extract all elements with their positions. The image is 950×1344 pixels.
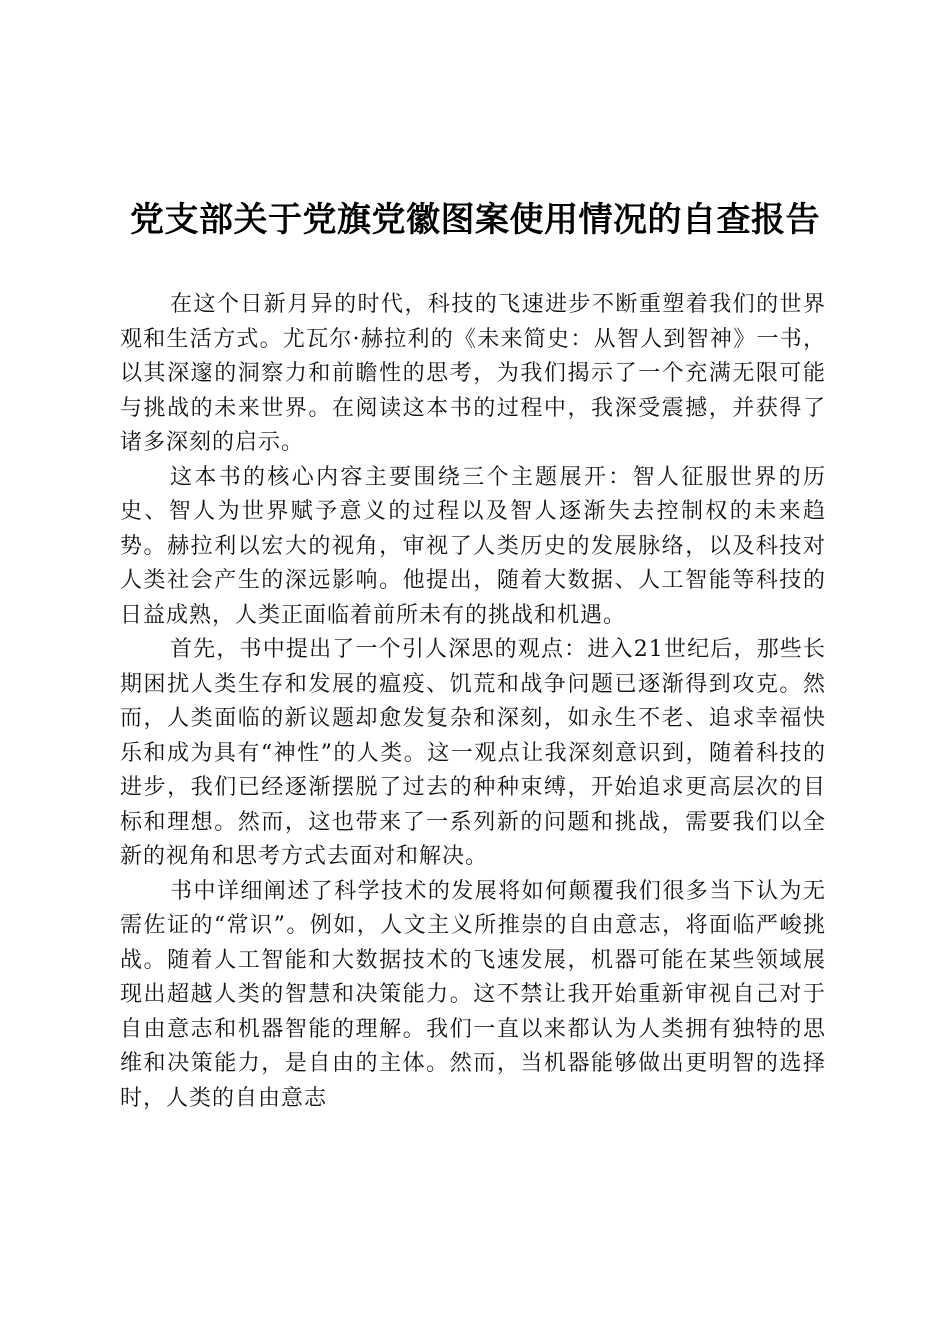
paragraph: 在这个日新月异的时代，科技的飞速进步不断重塑着我们的世界观和生活方式。尤瓦尔·赫拉利的《未来简史：从智人到智神》一书，以其深邃的洞察力和前瞻性的思考，为我们揭示了一个充满无限可能与挑战的未来世界。在阅读这本书的过程中，我深受震撼，并获得了诸多深刻的启示。	[120, 292, 826, 455]
document-title: 党支部关于党旗党徽图案使用情况的自查报告	[130, 200, 820, 240]
paragraph: 首先，书中提出了一个引人深思的观点：进入21世纪后，那些长期困扰人类生存和发展的瘟疫、饥荒和战争问题已逐渐得到攻克。然而，人类面临的新议题却愈发复杂和深刻，如永生不老、追求幸福快乐和成为具有“神性”的人类。这一观点让我深刻意识到，随着科技的进步，我们已经逐渐摆脱了过去的种种束缚，开始追求更高层次的目标和理想。然而，这也带来了一系列新的问题和挑战，需要我们以全新的视角和思考方式去面对和解决。	[120, 637, 826, 869]
paragraph: 这本书的核心内容主要围绕三个主题展开：智人征服世界的历史、智人为世界赋予意义的过程以及智人逐渐失去控制权的未来趋势。赫拉利以宏大的视角，审视了人类历史的发展脉络，以及科技对人类社会产生的深远影响。他提出，随着大数据、人工智能等科技的日益成熟，人类正面临着前所未有的挑战和机遇。	[120, 464, 826, 628]
paragraph: 书中详细阐述了科学技术的发展将如何颠覆我们很多当下认为无需佐证的“常识”。例如，人文主义所推崇的自由意志，将面临严峻挑战。随着人工智能和大数据技术的飞速发展，机器可能在某些领域展现出超越人类的智慧和决策能力。这不禁让我开始重新审视自己对于自由意志和机器智能的理解。我们一直以来都认为人类拥有独特的思维和决策能力，是自由的主体。然而，当机器能够做出更明智的选择时，人类的自由意志	[120, 878, 826, 1111]
document-body	[120, 288, 826, 1116]
